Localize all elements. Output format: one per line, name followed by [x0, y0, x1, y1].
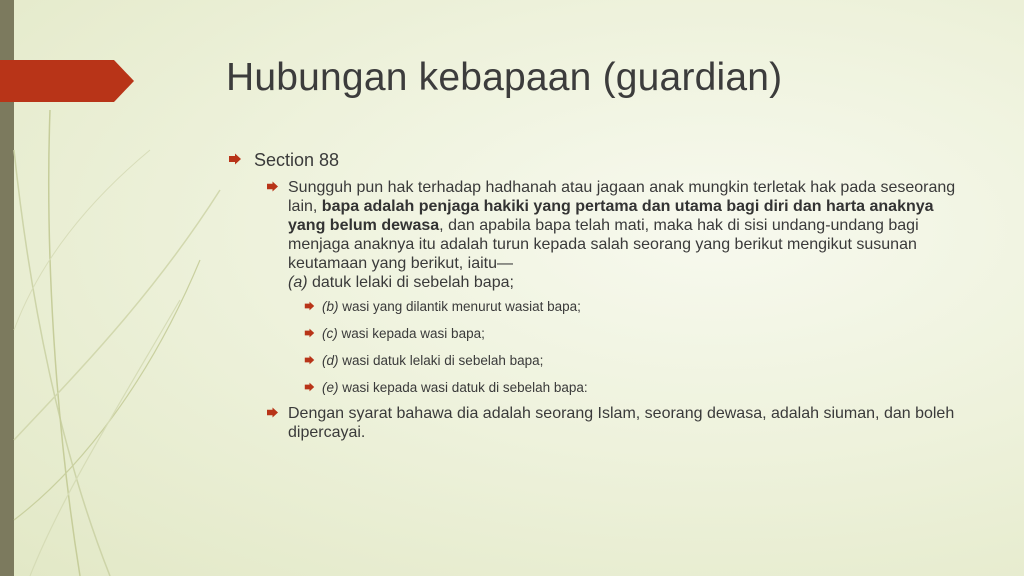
section-heading — [228, 148, 968, 172]
title-accent-tab — [0, 60, 134, 102]
paragraph-bold-text: bapa adalah penjaga hakiki yang pertama dan utama bagi diri dan harta anaknya yang belum dewasa — [288, 198, 934, 234]
slide-title: Hubungan kebapaan (guardian) — [226, 56, 783, 99]
paragraph-condition — [228, 404, 968, 442]
item-a-letter: (a) — [288, 274, 308, 291]
list-item — [228, 325, 968, 343]
arrow-bullet-icon — [266, 181, 279, 192]
list-item — [228, 298, 968, 316]
condition-text: Dengan syarat bahawa dia adalah seorang Islam, seorang dewasa, adalah siuman, dan boleh dipercayai. — [288, 405, 955, 441]
item-text: wasi datuk lelaki di sebelah bapa; — [338, 353, 544, 368]
section-label: Section 88 — [254, 150, 340, 170]
item-letter: (b) — [322, 299, 339, 314]
item-letter: (d) — [322, 353, 339, 368]
arrow-bullet-icon — [304, 328, 315, 338]
list-item — [228, 379, 968, 397]
arrow-bullet-icon — [304, 355, 315, 365]
item-letter: (c) — [322, 326, 338, 341]
slide-content — [228, 148, 968, 448]
item-a-text: datuk lelaki di sebelah bapa; — [307, 274, 514, 291]
arrow-bullet-icon — [304, 301, 315, 311]
list-item — [228, 352, 968, 370]
arrow-bullet-icon — [228, 153, 242, 165]
paragraph-text-a: Sungguh pun hak terhadap hadhanah atau jagaan anak mungkin terletak hak pada seseorang lain, — [288, 179, 956, 215]
item-text: wasi kepada wasi datuk di sebelah bapa: — [338, 380, 588, 395]
item-text: wasi yang dilantik menurut wasiat bapa; — [338, 299, 581, 314]
arrow-bullet-icon — [266, 407, 279, 418]
item-text: wasi kepada wasi bapa; — [337, 326, 485, 341]
arrow-bullet-icon — [304, 382, 315, 392]
paragraph-main — [228, 178, 968, 292]
paragraph-text-b: , dan apabila bapa telah mati, maka hak di sisi undang-undang bagi menjaga anaknya itu adalah turun kepada salah seorang yang berikut mengikut susunan keutamaan yang berikut, iaitu— — [288, 217, 919, 272]
item-letter: (e) — [322, 380, 339, 395]
